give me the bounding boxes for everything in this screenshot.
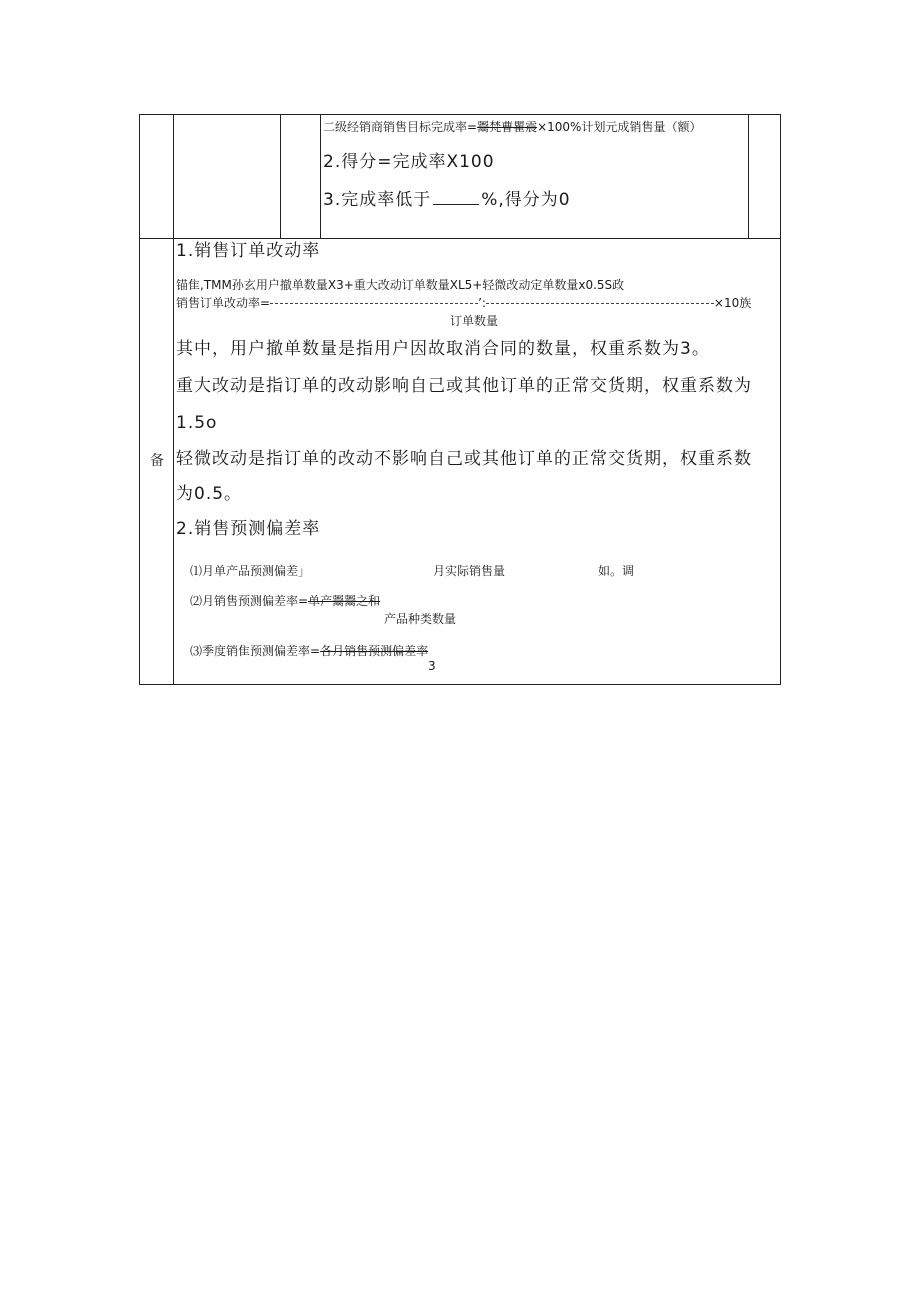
formula-prefix: 二级经销商销售目标完成率=	[323, 120, 478, 134]
item-monthly-product-deviation: ⑴月单产品预测偏差」	[190, 564, 311, 578]
threshold-prefix: 3.完成率低于	[323, 190, 432, 210]
formula-suffix: ×100%计划元成销售量（额）	[537, 120, 702, 134]
completion-rate-formula	[323, 121, 701, 133]
threshold-rule	[323, 192, 571, 209]
fraction-line-left	[270, 303, 478, 304]
formula-label: 销售订单改动率=	[176, 296, 271, 310]
column-divider-4	[748, 115, 749, 238]
formula-denominator: 订单数量	[450, 314, 499, 328]
fraction-line-right	[486, 303, 714, 304]
row-divider	[140, 238, 780, 239]
item2-struck-fraction: 单产鬻鬻之和	[308, 594, 381, 608]
score-formula: 2.得分=完成率X100	[323, 152, 495, 172]
item2-prefix: ⑵月销售预测偏差率=	[190, 594, 309, 608]
column-divider-3	[320, 115, 321, 238]
formula-struck-fraction: 鬻梵曹瞿震	[477, 120, 538, 134]
item-monthly-sales-deviation	[190, 595, 380, 607]
remarks-label: 备	[150, 453, 164, 469]
paragraph-major-change: 重大改动是指订单的改动影响自己或其他订单的正常交货期，权重系数为	[176, 376, 752, 396]
item-monthly-actual-sales: 月实际销售量	[433, 564, 506, 578]
section-heading-order-change-rate: 1.销售订单改动率	[176, 241, 321, 261]
assessment-table	[139, 114, 781, 685]
paragraph-major-change-weight: 1.5o	[176, 413, 218, 433]
item2-denominator: 产品种类数量	[384, 612, 457, 626]
threshold-suffix: %,得分为0	[481, 190, 571, 210]
threshold-blank	[433, 192, 479, 205]
formula-mark: ’:	[478, 296, 486, 310]
paragraph-user-cancel: 其中，用户撤单数量是指用户因故取消合同的数量，权重系数为3。	[176, 339, 710, 359]
item-monthly-tail: 如。调	[598, 564, 635, 578]
item3-struck-fraction: 各月销售预测偏差率	[320, 644, 429, 658]
formula-tail: ×10族	[713, 296, 752, 310]
section-heading-forecast-deviation: 2.销售预测偏差率	[176, 519, 321, 539]
order-change-rate-formula	[176, 297, 776, 309]
column-divider-1	[173, 115, 174, 684]
item3-denominator: 3	[428, 659, 436, 673]
formula-numerator: 锚隹,TMM孙玄用户撤单数量X3+重大改动订单数量XL5+轻微改动定单数量x0.5S政	[176, 278, 625, 292]
item3-prefix: ⑶季度销隹预测偏差率=	[190, 644, 321, 658]
column-divider-2	[280, 115, 281, 238]
item-quarterly-deviation	[190, 645, 428, 657]
paragraph-minor-change: 轻微改动是指订单的改动不影响自己或其他订单的正常交货期，权重系数	[176, 449, 752, 469]
paragraph-minor-change-weight: 为0.5。	[176, 484, 243, 504]
